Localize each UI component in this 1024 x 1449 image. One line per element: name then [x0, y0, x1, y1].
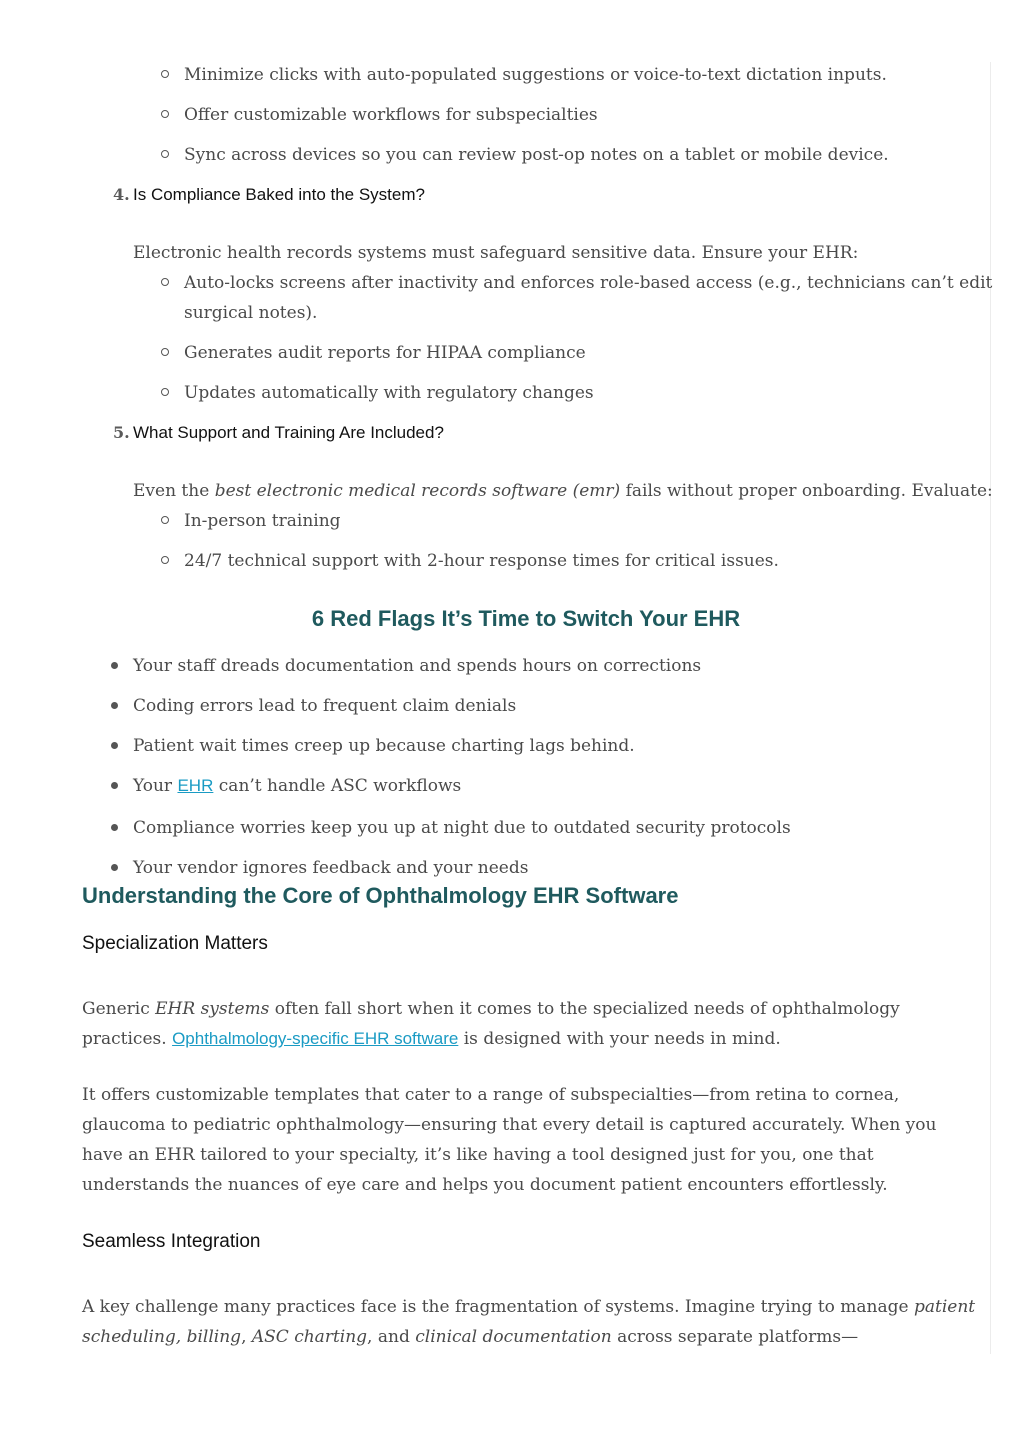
- bullet-dot-icon: [111, 702, 118, 709]
- bullet-circle-icon: [161, 556, 169, 564]
- list-number: 5.: [113, 423, 130, 442]
- list-item: Your vendor ignores feedback and your needs: [133, 858, 529, 878]
- sublist-item-text: 24/7 technical support with 2-hour response times for critical issues.: [184, 551, 779, 571]
- emphasis-text: clinical documentation: [415, 1327, 612, 1347]
- sublist-item-text-continued: surgical notes).: [184, 303, 318, 323]
- paragraph-line: It offers customizable templates that cater to a range of subspecialties—from retina to cornea,: [82, 1085, 900, 1105]
- list-item: Coding errors lead to frequent claim denials: [133, 696, 517, 716]
- paragraph-line: practices. Ophthalmology-specific EHR software is designed with your needs in mind.: [82, 1029, 781, 1049]
- bullet-circle-icon: [161, 150, 169, 158]
- emphasis-text: ASC charting: [251, 1327, 368, 1347]
- bullet-circle-icon: [161, 278, 169, 286]
- paragraph-line: scheduling, billing, ASC charting, and clinical documentation across separate platforms—: [82, 1327, 859, 1347]
- bullet-circle-icon: [161, 348, 169, 356]
- page-right-rule: [990, 62, 991, 1354]
- paragraph-line: have an EHR tailored to your specialty, it’s like having a tool designed just for you, one that: [82, 1145, 874, 1165]
- list-item: Your staff dreads documentation and spends hours on corrections: [133, 656, 702, 676]
- sublist-item-text: In-person training: [184, 511, 341, 531]
- section-heading: Understanding the Core of Ophthalmology EHR Software: [82, 883, 679, 908]
- sublist-item-text: Offer customizable workflows for subspecialties: [184, 105, 598, 125]
- list-item: Patient wait times creep up because charting lags behind.: [133, 736, 635, 756]
- emphasis-text: best electronic medical records software (emr): [214, 481, 621, 501]
- bullet-dot-icon: [111, 782, 118, 789]
- bullet-dot-icon: [111, 662, 118, 669]
- question-intro: Even the best electronic medical records software (emr) fails without proper onboarding. Evaluate:: [133, 481, 993, 501]
- sublist-item-text: Updates automatically with regulatory changes: [184, 383, 594, 403]
- emphasis-text: scheduling, billing: [82, 1327, 242, 1347]
- list-item: Your EHR can’t handle ASC workflows: [133, 776, 462, 796]
- question-heading: What Support and Training Are Included?: [133, 423, 444, 442]
- section-heading: 6 Red Flags It’s Time to Switch Your EHR: [311, 606, 741, 631]
- emphasis-text: patient: [913, 1297, 976, 1317]
- bullet-dot-icon: [111, 742, 118, 749]
- sublist-item-text: Generates audit reports for HIPAA compliance: [184, 343, 586, 363]
- question-heading: Is Compliance Baked into the System?: [133, 185, 425, 204]
- subsection-heading: Seamless Integration: [82, 1231, 261, 1252]
- list-number: 4.: [113, 185, 130, 204]
- paragraph-line: Generic EHR systems often fall short when it comes to the specialized needs of ophthalmology: [82, 999, 900, 1019]
- paragraph-line: understands the nuances of eye care and helps you document patient encounters effortlessly.: [82, 1175, 888, 1195]
- bullet-circle-icon: [161, 516, 169, 524]
- sublist-item-text: Minimize clicks with auto-populated suggestions or voice-to-text dictation inputs.: [184, 65, 887, 85]
- sublist-item-text: Sync across devices so you can review post-op notes on a tablet or mobile device.: [184, 145, 889, 165]
- ophthalmology-ehr-link[interactable]: Ophthalmology-specific EHR software: [172, 1029, 459, 1048]
- emphasis-text: EHR systems: [155, 999, 270, 1019]
- subsection-heading: Specialization Matters: [82, 933, 268, 954]
- bullet-circle-icon: [161, 70, 169, 78]
- paragraph-line: glaucoma to pediatric ophthalmology—ensuring that every detail is captured accurately. When you: [82, 1115, 937, 1135]
- list-item: Compliance worries keep you up at night due to outdated security protocols: [133, 818, 791, 838]
- sublist-item-text: Auto-locks screens after inactivity and enforces role-based access (e.g., technicians can’t edit: [184, 273, 993, 293]
- bullet-dot-icon: [111, 864, 118, 871]
- bullet-circle-icon: [161, 110, 169, 118]
- bullet-dot-icon: [111, 824, 118, 831]
- ehr-link[interactable]: EHR: [177, 776, 214, 795]
- paragraph-line: A key challenge many practices face is the fragmentation of systems. Imagine trying to manage patient: [82, 1297, 976, 1317]
- question-intro: Electronic health records systems must safeguard sensitive data. Ensure your EHR:: [133, 243, 859, 263]
- bullet-circle-icon: [161, 388, 169, 396]
